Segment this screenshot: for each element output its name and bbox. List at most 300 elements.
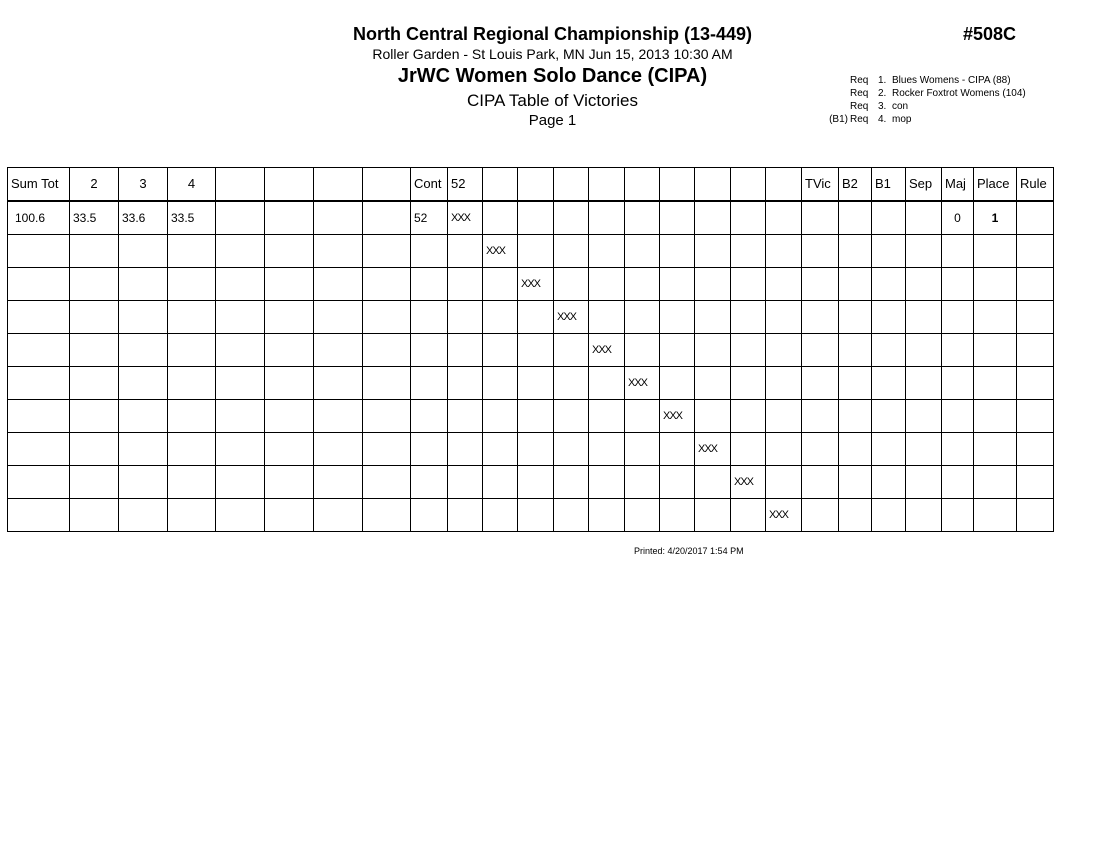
table-cell [168, 466, 216, 499]
table-cell [731, 400, 766, 433]
table-cell [411, 367, 448, 400]
event-number: #508C [963, 24, 1017, 44]
table-cell [411, 235, 448, 268]
table-cell [448, 400, 483, 433]
table-cell [906, 400, 942, 433]
table-cell [483, 367, 518, 400]
table-cell [314, 367, 363, 400]
table-cell [518, 334, 554, 367]
table-cell [216, 367, 265, 400]
table-cell [766, 466, 802, 499]
table-cell [695, 499, 731, 532]
table-cell [974, 268, 1017, 301]
table-cell [802, 400, 839, 433]
table-cell [70, 400, 119, 433]
table-cell [872, 201, 906, 235]
table-cell [119, 268, 168, 301]
table-cell [483, 201, 518, 235]
table-cell [906, 235, 942, 268]
table-cell [906, 499, 942, 532]
table-cell [589, 235, 625, 268]
table-cell [589, 268, 625, 301]
table-cell [8, 433, 70, 466]
table-row [8, 466, 1054, 499]
table-cell [70, 466, 119, 499]
table-cell [872, 499, 906, 532]
table-cell [942, 301, 974, 334]
table-cell [589, 466, 625, 499]
table-cell [554, 201, 589, 235]
table-cell [168, 334, 216, 367]
table-cell [314, 301, 363, 334]
table-cell [483, 466, 518, 499]
table-cell [8, 466, 70, 499]
table-cell [660, 466, 695, 499]
table-cell [483, 400, 518, 433]
table-cell [839, 466, 872, 499]
table-cell [216, 334, 265, 367]
table-cell [70, 499, 119, 532]
requirement-item [800, 74, 1026, 87]
table-cell [731, 433, 766, 466]
column-header: B2 [839, 168, 872, 202]
table-cell [483, 433, 518, 466]
table-row [8, 433, 1054, 466]
table-cell [802, 201, 839, 235]
page-number: Page 1 [528, 112, 577, 129]
table-cell [518, 400, 554, 433]
table-cell [766, 268, 802, 301]
table-cell [695, 235, 731, 268]
table-cell [518, 201, 554, 235]
table-cell [119, 334, 168, 367]
table-cell [839, 201, 872, 235]
table-cell [483, 301, 518, 334]
table-cell [265, 400, 314, 433]
table-cell [974, 499, 1017, 532]
table-cell [942, 235, 974, 268]
requirement-text: Blues Womens - CIPA (88) [892, 75, 1011, 86]
event-name: JrWC Women Solo Dance (CIPA) [397, 65, 708, 87]
table-cell [660, 499, 695, 532]
table-cell [483, 268, 518, 301]
column-header: Maj [942, 168, 974, 202]
table-cell [265, 499, 314, 532]
table-cell [448, 268, 483, 301]
table-cell [625, 201, 660, 235]
table-cell [554, 235, 589, 268]
requirement-label: Req [850, 101, 869, 112]
table-cell [974, 334, 1017, 367]
table-cell [554, 433, 589, 466]
requirements-list [800, 74, 1026, 126]
table-cell [1017, 235, 1054, 268]
table-cell [802, 235, 839, 268]
table-cell [660, 201, 695, 235]
table-cell [872, 400, 906, 433]
table-cell [1017, 433, 1054, 466]
table-cell [839, 235, 872, 268]
table-cell [766, 201, 802, 235]
table-cell [363, 466, 411, 499]
table-cell [119, 466, 168, 499]
table-cell [483, 499, 518, 532]
table-cell [1017, 301, 1054, 334]
requirement-prefix [800, 87, 850, 100]
table-cell [216, 433, 265, 466]
table-cell [625, 433, 660, 466]
table-cell [518, 499, 554, 532]
table-cell: 33.6 [119, 201, 168, 235]
table-cell [216, 499, 265, 532]
table-cell [660, 334, 695, 367]
table-cell [974, 367, 1017, 400]
table-cell [839, 433, 872, 466]
table-cell: XXX [660, 400, 695, 433]
table-cell [216, 301, 265, 334]
table-cell [411, 433, 448, 466]
table-cell [8, 235, 70, 268]
table-cell [872, 466, 906, 499]
table-cell [119, 367, 168, 400]
table-cell [872, 367, 906, 400]
column-header [483, 168, 518, 202]
table-cell [168, 433, 216, 466]
table-cell [731, 334, 766, 367]
championship-title: North Central Regional Championship (13-449) [352, 24, 753, 44]
table-cell [942, 268, 974, 301]
table-cell [625, 466, 660, 499]
table-cell [265, 433, 314, 466]
table-cell [265, 235, 314, 268]
table-cell [554, 268, 589, 301]
table-cell [695, 301, 731, 334]
requirement-item [800, 113, 1026, 126]
column-header: Sum Tot [8, 168, 70, 202]
table-cell [8, 301, 70, 334]
table-cell [70, 235, 119, 268]
table-cell [589, 301, 625, 334]
table-cell [906, 201, 942, 235]
table-cell [802, 268, 839, 301]
column-header: TVic [802, 168, 839, 202]
table-cell [314, 466, 363, 499]
table-cell [802, 367, 839, 400]
requirement-item [800, 100, 1026, 113]
column-header: 3 [119, 168, 168, 202]
column-header [589, 168, 625, 202]
table-cell [906, 433, 942, 466]
table-cell [695, 268, 731, 301]
table-cell [168, 268, 216, 301]
table-cell [448, 466, 483, 499]
table-cell [589, 499, 625, 532]
table-row [8, 367, 1054, 400]
column-header [625, 168, 660, 202]
table-cell [554, 499, 589, 532]
table-cell [974, 433, 1017, 466]
table-cell [448, 367, 483, 400]
table-cell [695, 367, 731, 400]
requirement-label: Req [850, 88, 869, 99]
table-cell: 1 [974, 201, 1017, 235]
column-header [766, 168, 802, 202]
table-cell [518, 301, 554, 334]
table-cell [363, 268, 411, 301]
table-row [8, 499, 1054, 532]
table-cell [168, 400, 216, 433]
table-cell [731, 235, 766, 268]
requirement-label: Req [850, 114, 869, 125]
column-header: 52 [448, 168, 483, 202]
table-cell [766, 400, 802, 433]
table-cell [168, 235, 216, 268]
column-header: 2 [70, 168, 119, 202]
table-cell [448, 334, 483, 367]
table-cell [554, 400, 589, 433]
table-cell [363, 433, 411, 466]
table-cell [411, 268, 448, 301]
table-cell [839, 400, 872, 433]
table-cell [802, 433, 839, 466]
table-cell [766, 367, 802, 400]
table-cell [802, 334, 839, 367]
column-header [731, 168, 766, 202]
table-cell: 33.5 [70, 201, 119, 235]
table-row [8, 268, 1054, 301]
column-header [695, 168, 731, 202]
column-header [554, 168, 589, 202]
table-cell [363, 499, 411, 532]
table-row [8, 235, 1054, 268]
table-cell [839, 268, 872, 301]
table-cell [554, 466, 589, 499]
table-cell [314, 268, 363, 301]
table-cell [314, 499, 363, 532]
table-cell [314, 235, 363, 268]
table-cell [70, 367, 119, 400]
table-cell [8, 367, 70, 400]
requirement-text: Rocker Foxtrot Womens (104) [892, 88, 1026, 99]
table-cell [872, 334, 906, 367]
table-cell [839, 499, 872, 532]
table-cell [942, 367, 974, 400]
requirement-prefix [800, 100, 850, 113]
requirement-num: 4. [878, 114, 887, 125]
table-cell [766, 433, 802, 466]
requirement-num: 2. [878, 88, 887, 99]
table-cell: XXX [625, 367, 660, 400]
table-cell: 100.6 [8, 201, 70, 235]
table-cell [265, 334, 314, 367]
requirement-label: Req [850, 75, 869, 86]
column-header: Place [974, 168, 1017, 202]
table-cell [695, 334, 731, 367]
table-cell [695, 466, 731, 499]
table-cell [942, 334, 974, 367]
table-cell [731, 201, 766, 235]
column-header [216, 168, 265, 202]
table-cell: XXX [518, 268, 554, 301]
table-cell [731, 268, 766, 301]
table-cell [906, 466, 942, 499]
table-cell [314, 201, 363, 235]
table-cell: XXX [695, 433, 731, 466]
table-cell [625, 235, 660, 268]
table-cell [974, 301, 1017, 334]
table-cell [8, 400, 70, 433]
table-cell [839, 334, 872, 367]
table-cell [660, 433, 695, 466]
table-cell [625, 301, 660, 334]
column-header: B1 [872, 168, 906, 202]
table-cell [216, 235, 265, 268]
table-cell [872, 433, 906, 466]
table-cell [625, 499, 660, 532]
table-cell [448, 433, 483, 466]
table-cell [216, 400, 265, 433]
table-cell [660, 235, 695, 268]
table-cell: XXX [448, 201, 483, 235]
table-cell [906, 334, 942, 367]
requirement-text: con [892, 101, 909, 112]
table-cell [839, 301, 872, 334]
table-cell [625, 400, 660, 433]
table-cell [168, 301, 216, 334]
table-cell [483, 334, 518, 367]
table-cell [1017, 334, 1054, 367]
table-cell [942, 400, 974, 433]
table-cell [411, 334, 448, 367]
table-cell [731, 367, 766, 400]
column-header: Rule [1017, 168, 1054, 202]
table-cell [660, 367, 695, 400]
table-cell [70, 433, 119, 466]
table-cell [314, 334, 363, 367]
table-cell [70, 334, 119, 367]
table-cell [265, 367, 314, 400]
table-cell [216, 201, 265, 235]
column-header [660, 168, 695, 202]
table-cell [695, 400, 731, 433]
column-header [265, 168, 314, 202]
table-cell [766, 334, 802, 367]
requirement-num: 3. [878, 101, 887, 112]
table-cell [802, 466, 839, 499]
table-cell [695, 201, 731, 235]
table-cell [119, 235, 168, 268]
printed-timestamp: Printed: 4/20/2017 1:54 PM [634, 546, 744, 556]
table-cell [518, 235, 554, 268]
table-cell [518, 466, 554, 499]
table-cell [660, 301, 695, 334]
table-cell [411, 466, 448, 499]
table-cell: XXX [483, 235, 518, 268]
table-cell [1017, 201, 1054, 235]
table-cell [942, 433, 974, 466]
column-header [314, 168, 363, 202]
column-header [518, 168, 554, 202]
table-cell [265, 268, 314, 301]
table-cell [872, 301, 906, 334]
table-cell [1017, 400, 1054, 433]
table-cell [363, 334, 411, 367]
table-cell [119, 301, 168, 334]
table-cell [265, 466, 314, 499]
requirement-num: 1. [878, 75, 887, 86]
table-cell [314, 433, 363, 466]
table-cell [906, 367, 942, 400]
table-cell [363, 301, 411, 334]
table-cell [625, 268, 660, 301]
table-cell [119, 499, 168, 532]
table-cell [70, 268, 119, 301]
table-cell [872, 235, 906, 268]
table-cell [8, 499, 70, 532]
column-header: Cont [411, 168, 448, 202]
column-header: Sep [906, 168, 942, 202]
table-row [8, 334, 1054, 367]
report-title: CIPA Table of Victories [466, 91, 639, 110]
table-cell [314, 400, 363, 433]
table-cell [766, 235, 802, 268]
table-cell [974, 400, 1017, 433]
table-cell [8, 268, 70, 301]
table-cell [363, 400, 411, 433]
table-cell [974, 235, 1017, 268]
table-cell [906, 268, 942, 301]
table-cell [363, 367, 411, 400]
table-cell [589, 433, 625, 466]
table-row [8, 400, 1054, 433]
requirement-prefix [800, 74, 850, 87]
table-cell [363, 201, 411, 235]
table-cell [802, 499, 839, 532]
table-cell [1017, 268, 1054, 301]
table-cell [1017, 499, 1054, 532]
table-cell [411, 301, 448, 334]
table-cell [731, 499, 766, 532]
column-header [363, 168, 411, 202]
table-cell [216, 466, 265, 499]
table-cell [906, 301, 942, 334]
table-cell [974, 466, 1017, 499]
table-row [8, 201, 1054, 235]
table-cell [448, 499, 483, 532]
table-cell [802, 301, 839, 334]
table-cell [363, 235, 411, 268]
table-cell [448, 301, 483, 334]
table-cell [518, 433, 554, 466]
table-row [8, 301, 1054, 334]
table-cell [589, 400, 625, 433]
table-cell [216, 268, 265, 301]
requirement-item [800, 87, 1026, 100]
table-cell [119, 400, 168, 433]
table-cell [168, 499, 216, 532]
table-cell [872, 268, 906, 301]
requirement-text: mop [892, 114, 912, 125]
table-cell [168, 367, 216, 400]
table-cell: 0 [942, 201, 974, 235]
table-cell: XXX [766, 499, 802, 532]
table-cell [518, 367, 554, 400]
table-cell [766, 301, 802, 334]
table-cell [411, 400, 448, 433]
table-cell [411, 499, 448, 532]
table-cell [554, 367, 589, 400]
table-cell [448, 235, 483, 268]
